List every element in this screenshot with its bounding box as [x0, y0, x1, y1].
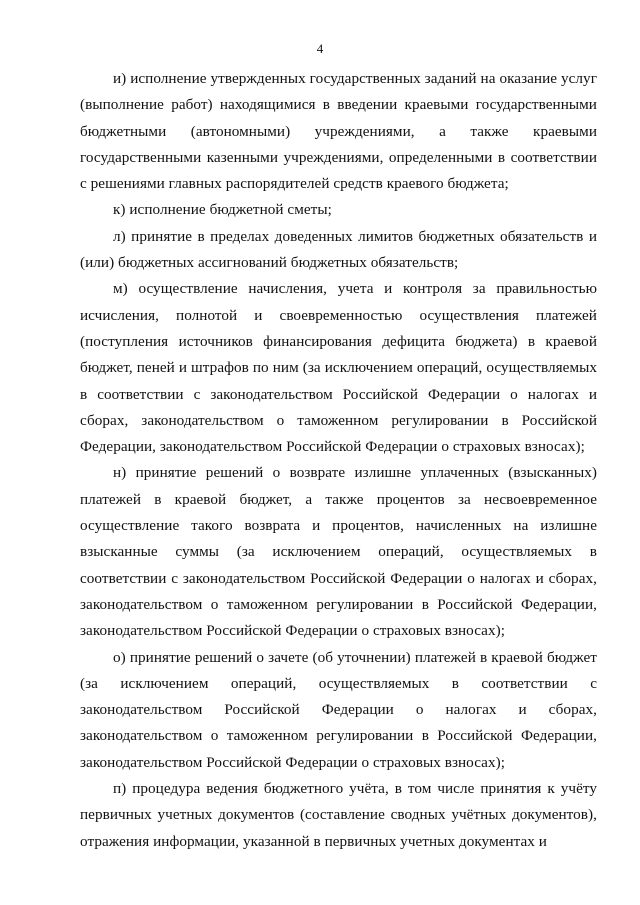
paragraph-l: л) принятие в пределах доведенных лимитов бюджетных обязательств и (или) бюджетных ассигнований бюджетных обязательств;: [80, 227, 597, 272]
paragraph-n: н) принятие решений о возврате излишне уплаченных (взысканных) платежей в краевой бюджет, а также процентов за несвоевременное осуществление такого возврата и процентов, начисленных на излишне взысканные суммы (за исключением операций, осуществляемых в соответствии с законодательством Российской Федерации о налогах и сборах, законодательством о таможенном регулировании в Российской Федерации, законодательством Российской Федерации о страховых взносах);: [80, 464, 597, 640]
paragraph-p: п) процедура ведения бюджетного учёта, в том числе принятия к учёту первичных учетных документов (составление сводных учётных документов), отражения информации, указанной в первичных учетных документах и: [80, 780, 597, 850]
paragraph-o: о) принятие решений о зачете (об уточнении) платежей в краевой бюджет (за исключением операций, осуществляемых в соответствии с законодательством Российской Федерации о налогах и сборах, законодательством о таможенном регулировании в Российской Федерации, законодательством Российской Федерации о страховых взносах);: [80, 648, 597, 771]
document-body: [80, 66, 597, 855]
paragraph-k: к) исполнение бюджетной сметы;: [113, 201, 332, 219]
paragraph-m: м) осуществление начисления, учета и контроля за правильностью исчисления, полнотой и своевременностью осуществления платежей (поступления источников финансирования дефицита бюджета) в краевой бюджет, пеней и штрафов по ним (за исключением операций, осуществляемых в соответствии с законодательством Российской Федерации о налогах и сборах, законодательством о таможенном регулировании в Российской Федерации, законодательством Российской Федерации о страховых взносах);: [80, 280, 597, 456]
paragraph-i: и) исполнение утвержденных государственных заданий на оказание услуг (выполнение работ) находящимися в введении краевыми государственными бюджетными (автономными) учреждениями, а также краевыми государственными казенными учреждениями, определенными в соответствии с решениями главных распорядителей средств краевого бюджета;: [80, 70, 597, 193]
page-number: 4: [316, 41, 324, 56]
